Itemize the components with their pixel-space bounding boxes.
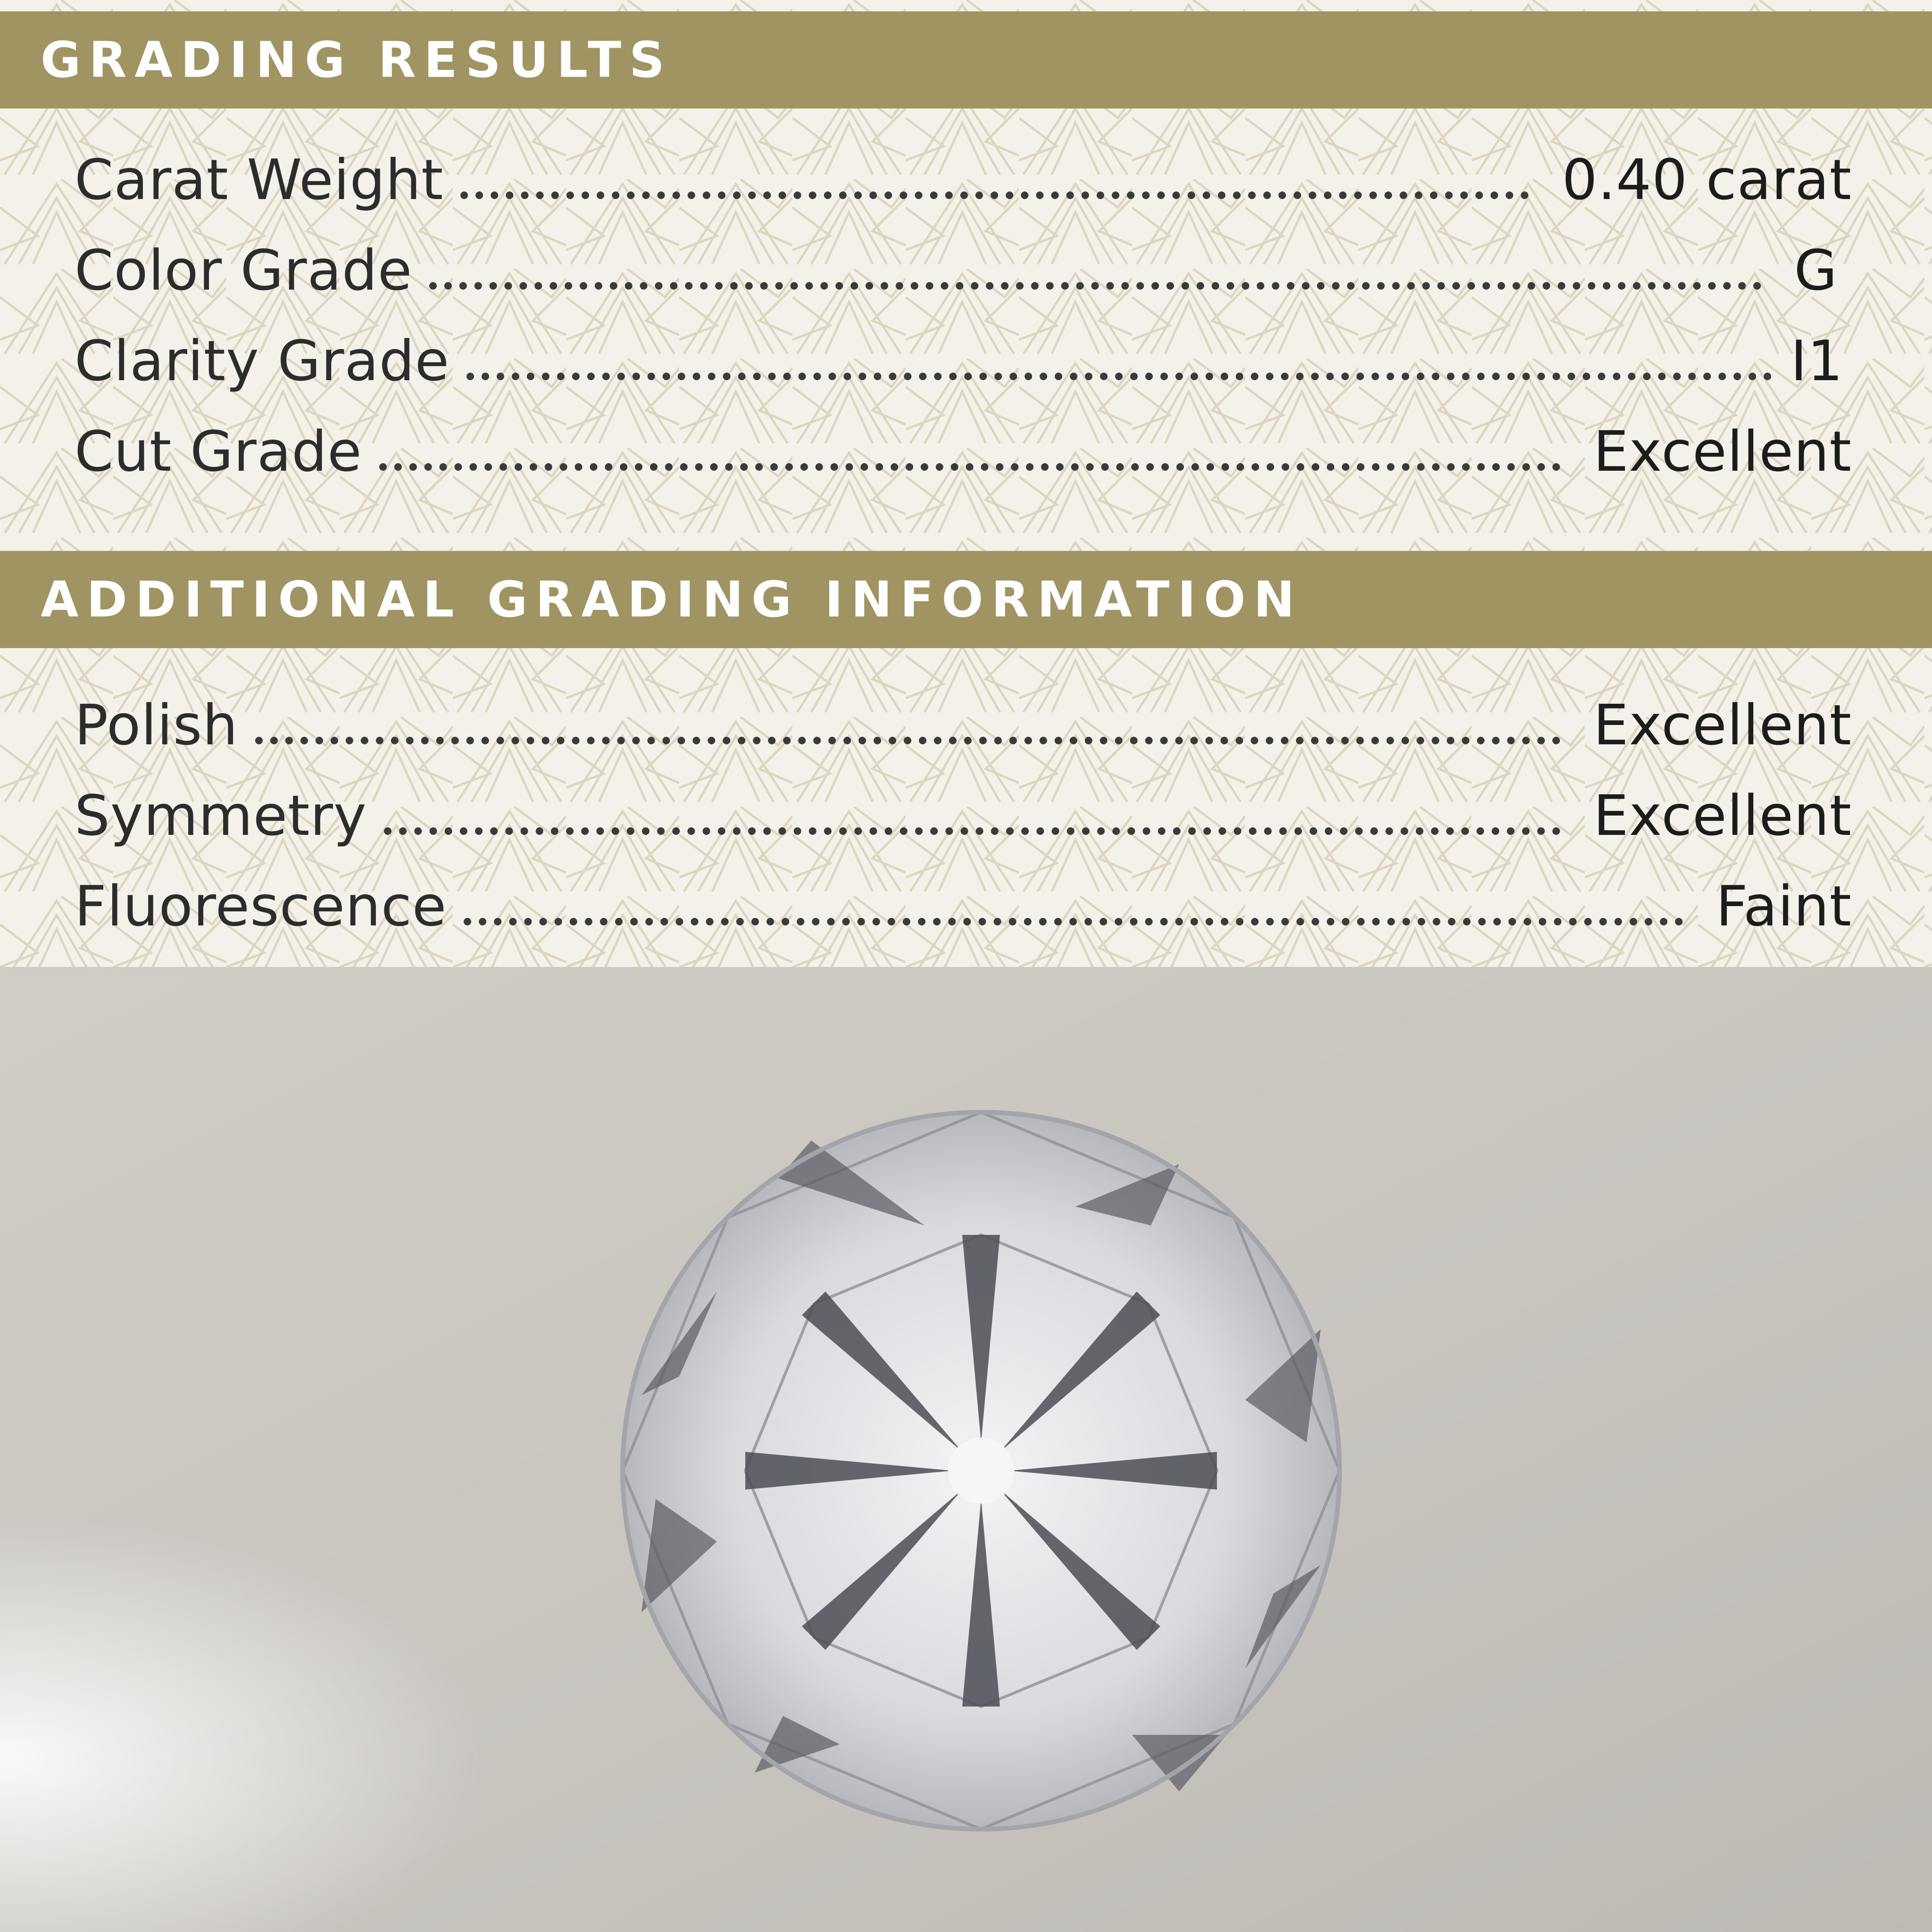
row-value: G xyxy=(1794,238,1838,303)
cut-grade-row xyxy=(75,413,1852,484)
dot-leader xyxy=(379,463,1560,471)
row-label: Cut Grade xyxy=(75,419,362,484)
dot-leader xyxy=(464,918,1682,925)
grading-results-heading: GRADING RESULTS xyxy=(41,31,673,89)
row-label: Clarity Grade xyxy=(75,328,450,393)
fluorescence-row xyxy=(75,868,1852,939)
polish-row xyxy=(75,687,1852,758)
row-value: Faint xyxy=(1715,874,1852,939)
row-label: Symmetry xyxy=(75,783,367,848)
row-label: Polish xyxy=(75,692,238,758)
row-value: I1 xyxy=(1790,328,1843,393)
diamond-image xyxy=(0,967,1932,1932)
row-label: Fluorescence xyxy=(75,874,447,939)
dot-leader xyxy=(384,827,1560,835)
row-value: 0.40 carat xyxy=(1562,147,1852,212)
diamond-stone xyxy=(623,1112,1340,1829)
row-value: Excellent xyxy=(1593,783,1852,848)
clarity-grade-row xyxy=(75,323,1852,393)
row-value: Excellent xyxy=(1593,419,1852,484)
color-grade-row xyxy=(75,232,1852,303)
row-label: Color Grade xyxy=(75,238,413,303)
symmetry-row xyxy=(75,777,1852,848)
dot-leader xyxy=(429,282,1761,290)
dot-leader xyxy=(460,192,1529,199)
diamond-photo xyxy=(0,967,1932,1932)
dot-leader xyxy=(466,373,1772,380)
additional-grading-header xyxy=(0,551,1932,648)
grading-results-header xyxy=(0,11,1932,108)
row-value: Excellent xyxy=(1593,692,1852,758)
row-label: Carat Weight xyxy=(75,147,444,212)
additional-grading-heading: ADDITIONAL GRADING INFORMATION xyxy=(41,571,1303,628)
dot-leader xyxy=(255,737,1560,744)
carat-weight-row xyxy=(75,142,1852,212)
